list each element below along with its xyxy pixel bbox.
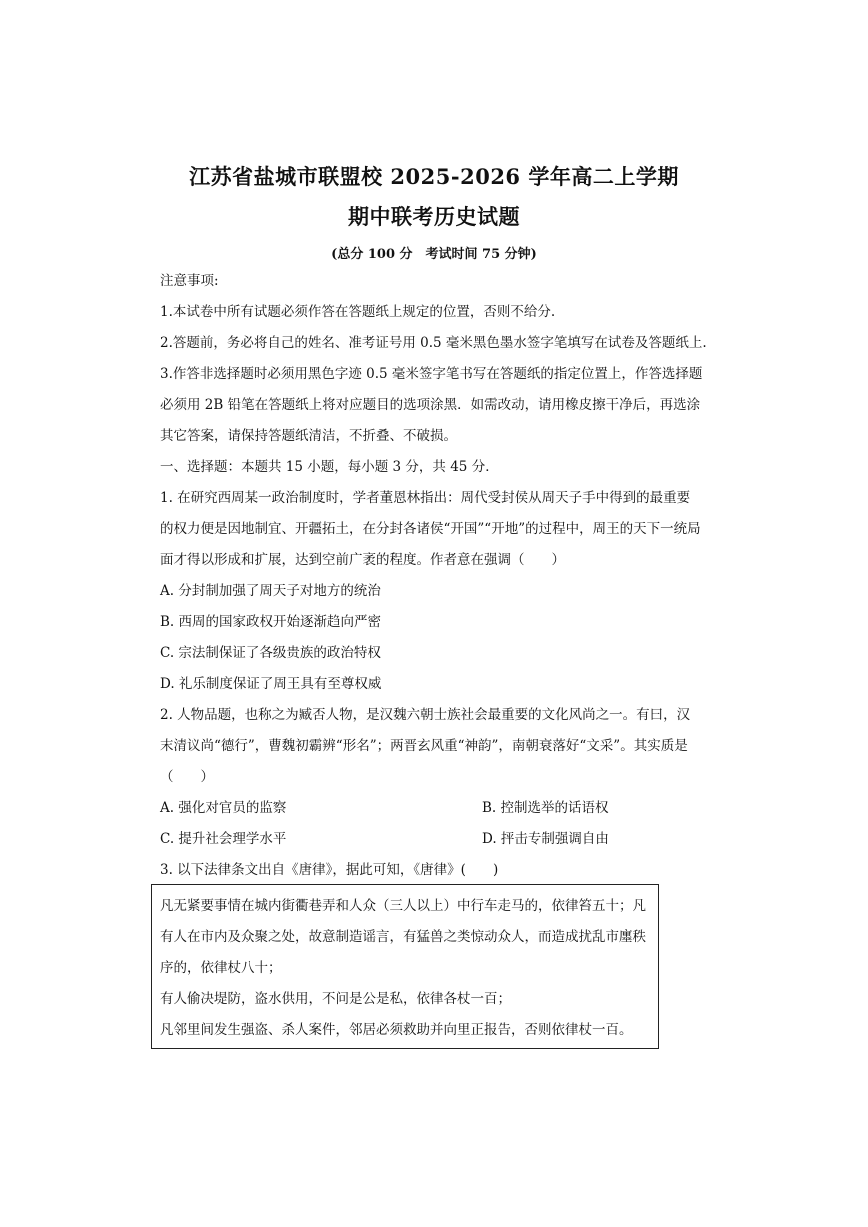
q1-stem-line: 面才得以形成和扩展，达到空前广袤的程度。作者意在强调（ ） (160, 552, 565, 568)
q3-quote-line: 有人偷决堤防，盗水供用，不问是公是私，依律各杖一百； (160, 991, 511, 1007)
q2-option-a: A. 强化对官员的监察 (160, 800, 287, 816)
notice-heading: 注意事项: (160, 273, 219, 289)
notice-item: 必须用 2B 铅笔在答题纸上将对应题目的选项涂黑．如需改动，请用橡皮擦干净后，再选涂 (160, 397, 701, 413)
notice-item: 2.答题前，务必将自己的姓名、准考证号用 0.5 毫米黑色墨水签字笔填写在试卷及答题纸上. (160, 335, 707, 351)
q2-stem-line: 末清议尚“德行”，曹魏初霸辨“形名”；两晋玄风重“神韵”，南朝衰落好“文采”。其实质是 (160, 738, 688, 754)
q3-quote-line: 序的，依律杖八十； (160, 960, 282, 976)
notice-item: 其它答案，请保持答题纸清洁，不折叠、不破损。 (160, 428, 457, 444)
q2-option-c: C. 提升社会理学水平 (160, 831, 287, 847)
q2-stem-line: （ ） (160, 769, 214, 785)
notice-item: 3.作答非选择题时必须用黑色字迹 0.5 毫米签字笔书写在答题纸的指定位置上，作答选择题 (160, 366, 703, 382)
q3-stem: 3. 以下法律条文出自《唐律》，据此可知，《唐律》( ) (160, 862, 499, 878)
q3-quote-line: 凡无紧要事情在城内街衢巷弄和人众（三人以上）中行车走马的，依律笞五十；凡 (160, 898, 646, 914)
q1-option-b: B. 西周的国家政权开始逐渐趋向严密 (160, 614, 382, 630)
notice-item: 1.本试卷中所有试题必须作答在答题纸上规定的位置，否则不给分. (160, 304, 556, 320)
section-heading: 一、选择题：本题共 15 小题，每小题 3 分，共 45 分． (160, 459, 499, 475)
q3-quote-line: 有人在市内及众聚之处，故意制造谣言，有猛兽之类惊动众人，而造成扰乱市廛秩 (160, 929, 646, 945)
q1-option-a: A. 分封制加强了周天子对地方的统治 (160, 583, 381, 599)
q1-stem-line: 的权力便是因地制宜、开疆拓土，在分封各诸侯“开国”“开地”的过程中，周王的天下一统局 (160, 521, 701, 537)
exam-subtitle: (总分 100 分 考试时间 75 分钟) (331, 247, 537, 262)
q3-quote-line: 凡邻里间发生强盗、杀人案件，邻居必须救助并向里正报告，否则依律杖一百。 (160, 1022, 633, 1038)
q2-stem-line: 2. 人物品题，也称之为臧否人物，是汉魏六朝士族社会最重要的文化风尚之一。有曰，汉 (160, 707, 691, 723)
q2-option-b: B. 控制选举的话语权 (482, 800, 609, 816)
q3-quote-box (151, 884, 659, 1049)
q1-stem-line: 1. 在研究西周某一政治制度时，学者董恩林指出：周代受封侯从周天子手中得到的最重要 (160, 490, 691, 506)
q1-option-c: C. 宗法制保证了各级贵族的政治特权 (160, 645, 381, 661)
exam-title-line1: 江苏省盐城市联盟校 2025-2026 学年高二上学期 (189, 164, 679, 189)
exam-title-line2: 期中联考历史试题 (348, 204, 520, 229)
q1-option-d: D. 礼乐制度保证了周王具有至尊权威 (160, 676, 382, 692)
q2-option-d: D. 抨击专制强调自由 (482, 831, 609, 847)
